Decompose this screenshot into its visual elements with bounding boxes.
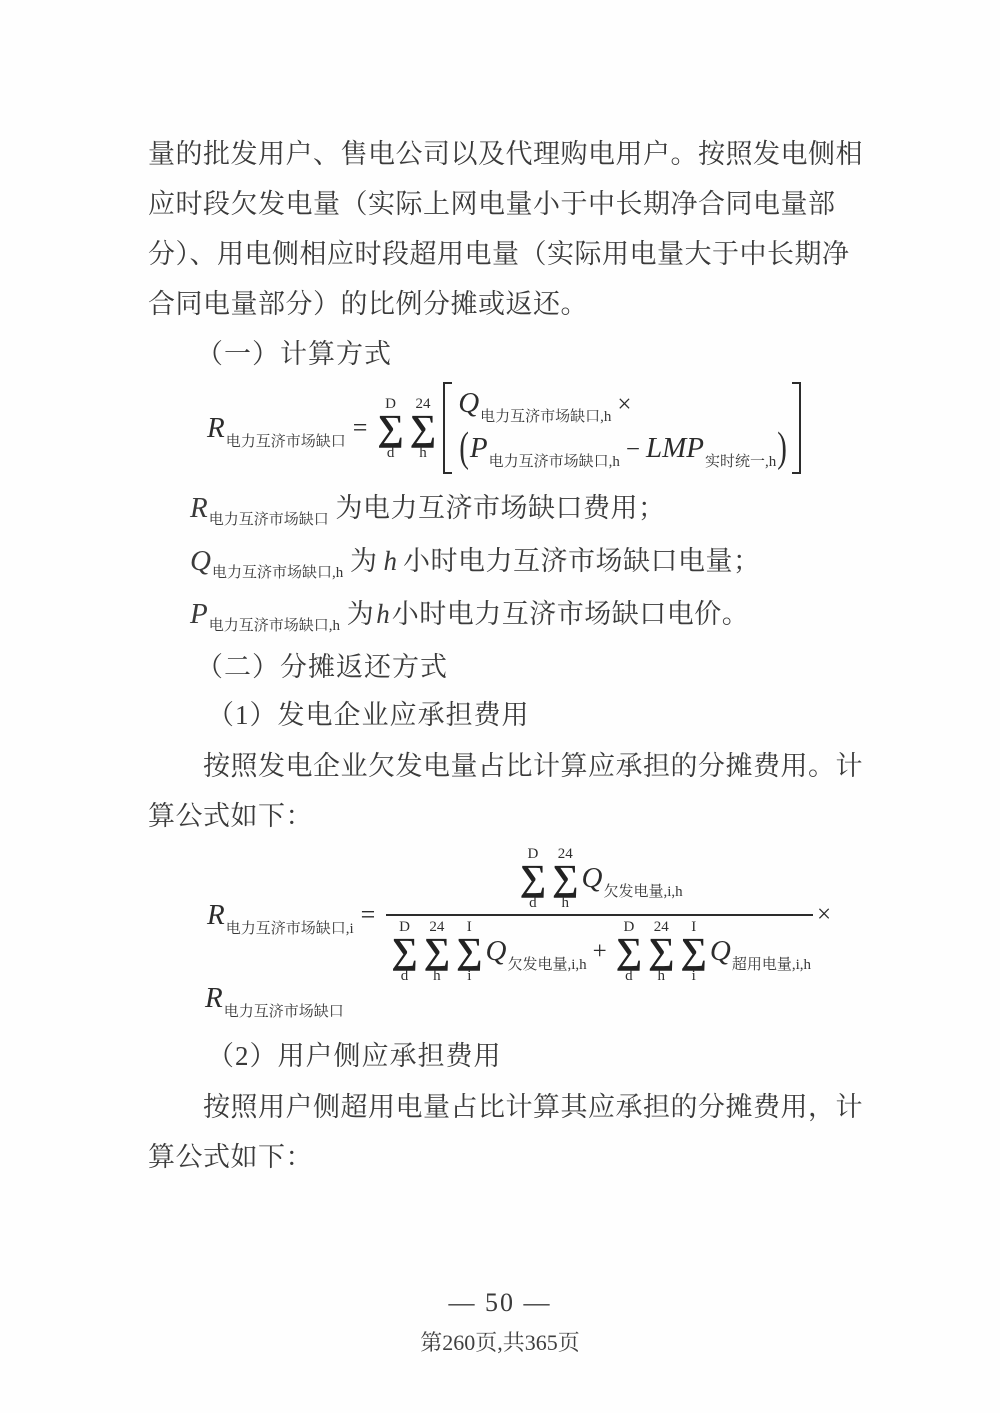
sum-operator	[648, 919, 674, 984]
sum-lower-limit: d	[625, 968, 633, 984]
sigma-symbol: ∑	[456, 931, 483, 972]
paragraph-line: 按照用户侧超用电量占比计算其应承担的分摊费用，计	[203, 1092, 863, 1122]
subscript: 电力互济市场缺口,h	[488, 453, 620, 470]
sum-upper-limit: D	[385, 395, 397, 412]
paragraph-line: 合同电量部分）的比例分摊或返还。	[148, 289, 588, 319]
subscript: 实时统一,h	[704, 453, 777, 470]
formula-tail-term	[205, 983, 860, 1023]
paragraph-line: 量的批发用户、售电公司以及代理购电用户。按照发电侧相	[148, 139, 863, 169]
sum-upper-limit: 24	[415, 395, 431, 412]
sum-upper-limit: 24	[557, 846, 573, 862]
sigma-symbol: ∑	[552, 858, 579, 899]
plus-sign: +	[592, 937, 607, 965]
sum-upper-limit: I	[691, 919, 697, 935]
sum-lower-limit: h	[657, 968, 666, 984]
footer-page-number: — 50 —	[448, 1288, 552, 1317]
page-content	[148, 118, 863, 1182]
sum-operator	[520, 846, 546, 911]
formula-market-gap-fee	[207, 381, 860, 475]
sum-upper-limit: D	[623, 919, 635, 935]
right-bracket	[792, 382, 801, 474]
sum-upper-limit: 24	[653, 919, 669, 935]
subscript: 电力互济市场缺口,h	[208, 618, 340, 634]
minus-sign: −	[625, 435, 640, 463]
definition-text: 小时电力互济市场缺口电量；	[402, 546, 761, 576]
equals-sign: =	[360, 900, 376, 929]
definition-text: 为电力互济市场缺口费用；	[335, 493, 666, 523]
definition-text: 为	[349, 546, 378, 576]
subscript: 欠发电量,i,h	[603, 884, 683, 900]
definition-text: 为	[346, 599, 375, 629]
sigma-symbol: ∑	[648, 931, 675, 972]
paragraph-line: 分）、用电侧相应时段超用电量（实际用电量大于中长期净	[148, 239, 850, 269]
subscript: 欠发电量,i,h	[507, 957, 587, 973]
heading-user-fee: （2）用户侧应承担费用	[207, 1041, 502, 1071]
subscript: 电力互济市场缺口,h	[211, 565, 344, 581]
denominator	[386, 914, 813, 984]
definition-Q	[190, 541, 860, 581]
intro-paragraph	[148, 129, 863, 329]
definition-R	[190, 488, 860, 528]
sum-lower-limit: d	[386, 444, 395, 461]
sum-operator	[410, 396, 436, 461]
sum-upper-limit: D	[527, 846, 539, 862]
var-Q: Q	[581, 862, 603, 894]
sum-lower-limit: d	[529, 895, 537, 911]
paragraph-line: 算公式如下：	[148, 1142, 313, 1172]
sum-upper-limit: I	[466, 919, 472, 935]
sum-operator	[377, 396, 403, 461]
sum-lower-limit: i	[691, 968, 696, 984]
heading-calc-method: （一）计算方式	[196, 339, 392, 369]
q-term	[709, 935, 812, 973]
sum-operator	[616, 919, 642, 984]
lhs-term	[207, 898, 354, 937]
lhs-term	[207, 411, 346, 450]
subscript: 电力互济市场缺口	[223, 1004, 344, 1020]
fraction	[386, 846, 813, 984]
var-R: R	[207, 411, 225, 444]
sum-operator	[552, 846, 578, 911]
paragraph-line: 按照发电企业欠发电量占比计算应承担的分摊费用。计	[203, 751, 863, 781]
var-R: R	[190, 492, 208, 524]
var-R: R	[207, 898, 225, 931]
subscript: 电力互济市场缺口,h	[480, 408, 612, 425]
times-sign: ×	[817, 901, 832, 928]
subscript: 电力互济市场缺口,i	[225, 920, 354, 937]
sum-operator	[424, 919, 450, 984]
var-R: R	[205, 982, 223, 1014]
sigma-symbol: ∑	[519, 858, 547, 899]
var-Q: Q	[458, 386, 480, 419]
paragraph-line: 应时段欠发电量（实际上网电量小于中长期净合同电量部	[148, 189, 836, 219]
sum-lower-limit: d	[400, 968, 409, 984]
definition-P	[190, 594, 860, 634]
paragraph-line: 算公式如下：	[148, 801, 313, 831]
sum-lower-limit: h	[561, 895, 570, 911]
sigma-symbol: ∑	[391, 931, 418, 972]
sum-operator	[681, 919, 707, 984]
sigma-symbol: ∑	[615, 931, 643, 972]
var-Q: Q	[190, 545, 211, 577]
sigma-symbol: ∑	[409, 407, 437, 449]
left-paren: (	[459, 424, 469, 471]
sigma-symbol: ∑	[680, 931, 707, 972]
subscript: 电力互济市场缺口	[225, 433, 346, 450]
sum-operator	[456, 919, 482, 984]
var-h: h	[376, 599, 390, 629]
left-bracket	[443, 382, 452, 474]
bracket-row-2	[458, 424, 788, 471]
subscript: 电力互济市场缺口	[208, 512, 329, 528]
sigma-symbol: ∑	[423, 931, 451, 972]
heading-generator-fee: （1）发电企业应承担费用	[207, 700, 530, 730]
numerator	[511, 846, 689, 914]
subscript: 超用电量,i,h	[731, 957, 812, 973]
bracket-content	[458, 386, 788, 471]
user-fee-paragraph	[148, 1082, 863, 1182]
var-LMP: LMP	[645, 431, 704, 464]
var-P: P	[469, 431, 488, 464]
sum-upper-limit: D	[399, 919, 410, 935]
equals-sign: =	[352, 413, 368, 442]
sum-lower-limit: h	[433, 968, 441, 984]
right-paren: )	[777, 424, 787, 471]
times-sign: ×	[617, 390, 632, 418]
var-Q: Q	[485, 935, 507, 967]
bracket-row-1	[458, 386, 788, 425]
sigma-symbol: ∑	[377, 407, 404, 449]
var-h: h	[383, 546, 397, 576]
sum-lower-limit: h	[419, 444, 427, 461]
footer-page-info: 第260页,共365页	[420, 1330, 580, 1355]
var-Q: Q	[709, 935, 731, 967]
q-term	[581, 862, 683, 900]
formula-generator-share	[207, 846, 860, 984]
sum-upper-limit: 24	[429, 919, 445, 935]
heading-share-return-method: （二）分摊返还方式	[196, 652, 448, 682]
sum-lower-limit: i	[467, 968, 472, 984]
sum-operator	[391, 919, 417, 984]
var-P: P	[190, 598, 208, 630]
generator-fee-paragraph	[148, 741, 863, 841]
q-term	[485, 935, 587, 973]
definition-text: 小时电力互济市场缺口电价。	[391, 599, 750, 629]
